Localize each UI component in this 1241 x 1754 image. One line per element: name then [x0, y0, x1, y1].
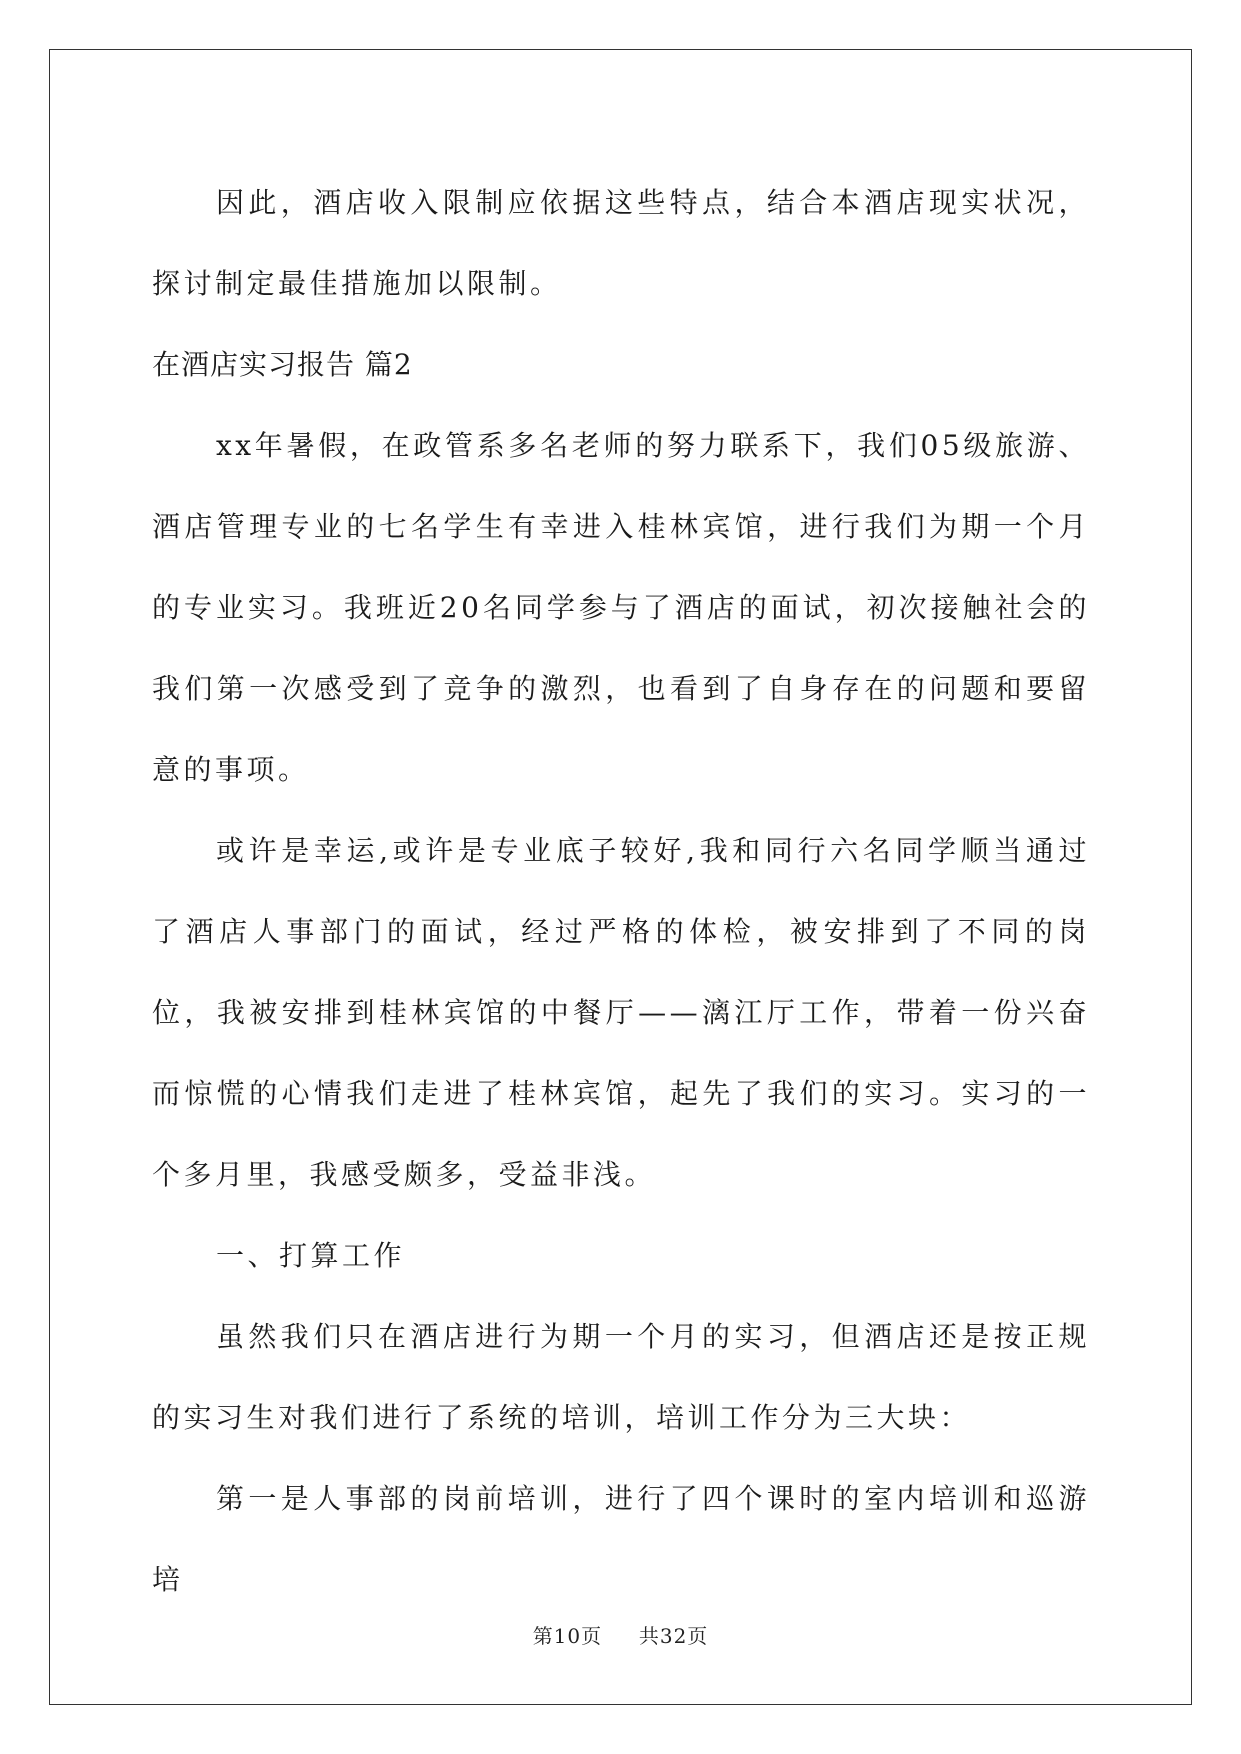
page-total: 共32页	[638, 1624, 709, 1648]
paragraph-training-first: 第一是人事部的岗前培训，进行了四个课时的室内培训和巡游培	[152, 1482, 1090, 1596]
subheading-preparation: 一、打算工作	[216, 1239, 406, 1272]
document-body	[152, 162, 1090, 1620]
page-number: 第10页	[532, 1624, 603, 1648]
section-heading: 在酒店实习报告 篇2	[152, 348, 413, 381]
paragraph-assignment: 或许是幸运,或许是专业底子较好,我和同行六名同学顺当通过了酒店人事部门的面试，经过严格的体检，被安排到了不同的岗位，我被安排到桂林宾馆的中餐厅——漓江厅工作，带着一份兴奋而惊慌的心情我们走进了桂林宾馆，起先了我们的实习。实习的一个多月里，我感受颇多，受益非浅。	[152, 834, 1090, 1191]
paragraph-conclusion: 因此，酒店收入限制应依据这些特点，结合本酒店现实状况，探讨制定最佳措施加以限制。	[152, 186, 1090, 300]
page-footer	[0, 1620, 1241, 1649]
paragraph-intro: xx年暑假，在政管系多名老师的努力联系下，我们05级旅游、酒店管理专业的七名学生有幸进入桂林宾馆，进行我们为期一个月的专业实习。我班近20名同学参与了酒店的面试，初次接触社会的我们第一次感受到了竞争的激烈，也看到了自身存在的问题和要留意的事项。	[152, 429, 1090, 786]
paragraph-training: 虽然我们只在酒店进行为期一个月的实习，但酒店还是按正规的实习生对我们进行了系统的培训，培训工作分为三大块：	[152, 1320, 1090, 1434]
